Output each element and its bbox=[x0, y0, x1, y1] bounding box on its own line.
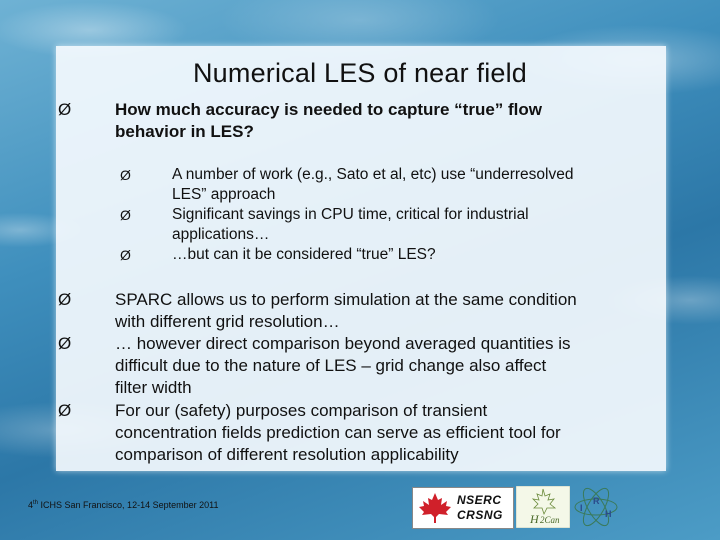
arrow-bullet-icon: Ø bbox=[58, 334, 72, 353]
irh-letter-h: H bbox=[605, 509, 612, 519]
h2can-letter-h: H bbox=[530, 512, 539, 526]
arrow-bullet-icon: Ø bbox=[58, 401, 72, 420]
footer-text: ICHS San Francisco, 12-14 September 2011 bbox=[38, 500, 219, 510]
arrow-bullet-icon: Ø bbox=[120, 207, 131, 223]
h2can-logo bbox=[516, 486, 570, 528]
sub-a-line2: LES” approach bbox=[172, 186, 276, 203]
arrow-bullet-icon: Ø bbox=[120, 247, 131, 263]
sub-b-line2: applications… bbox=[172, 226, 270, 243]
point3-line3: filter width bbox=[115, 378, 192, 397]
arrow-bullet-icon: Ø bbox=[58, 290, 72, 309]
footer-conference bbox=[28, 500, 218, 510]
point1-line1: How much accuracy is needed to capture “true” flow bbox=[115, 100, 542, 119]
nserc-line1: NSERC bbox=[457, 493, 502, 507]
footer-edition: 4 bbox=[28, 500, 34, 510]
nserc-line2: CRSNG bbox=[457, 508, 503, 522]
point4-line3: comparison of different resolution applicability bbox=[115, 445, 459, 464]
arrow-bullet-icon: Ø bbox=[120, 167, 131, 183]
irh-letter-r: R bbox=[593, 496, 600, 506]
nserc-wordmark bbox=[457, 493, 503, 523]
point1-line2: behavior in LES? bbox=[115, 122, 254, 141]
nserc-logo bbox=[412, 487, 514, 529]
irh-letter-i: I bbox=[580, 503, 583, 513]
irh-logo bbox=[572, 484, 620, 530]
point3-line2: difficult due to the nature of LES – grid change also affect bbox=[115, 356, 547, 375]
footer-ordinal: th bbox=[33, 500, 39, 506]
point3-line1: … however direct comparison beyond averaged quantities is bbox=[115, 334, 571, 353]
slide-title: Numerical LES of near field bbox=[192, 58, 528, 88]
point2-line1: SPARC allows us to perform simulation at the same condition bbox=[115, 290, 577, 309]
point2-line2: with different grid resolution… bbox=[115, 312, 340, 331]
maple-leaf-icon bbox=[417, 492, 453, 524]
point4-line2: concentration fields prediction can serve as efficient tool for bbox=[115, 423, 561, 442]
arrow-bullet-icon: Ø bbox=[58, 100, 72, 119]
sub-b-line1: Significant savings in CPU time, critical for industrial bbox=[172, 206, 529, 223]
sub-a-line1: A number of work (e.g., Sato et al, etc) use “underresolved bbox=[172, 166, 574, 183]
point4-line1: For our (safety) purposes comparison of transient bbox=[115, 401, 488, 420]
sub-c-line1: …but can it be considered “true” LES? bbox=[172, 246, 436, 263]
h2can-text: 2Can bbox=[540, 515, 560, 525]
